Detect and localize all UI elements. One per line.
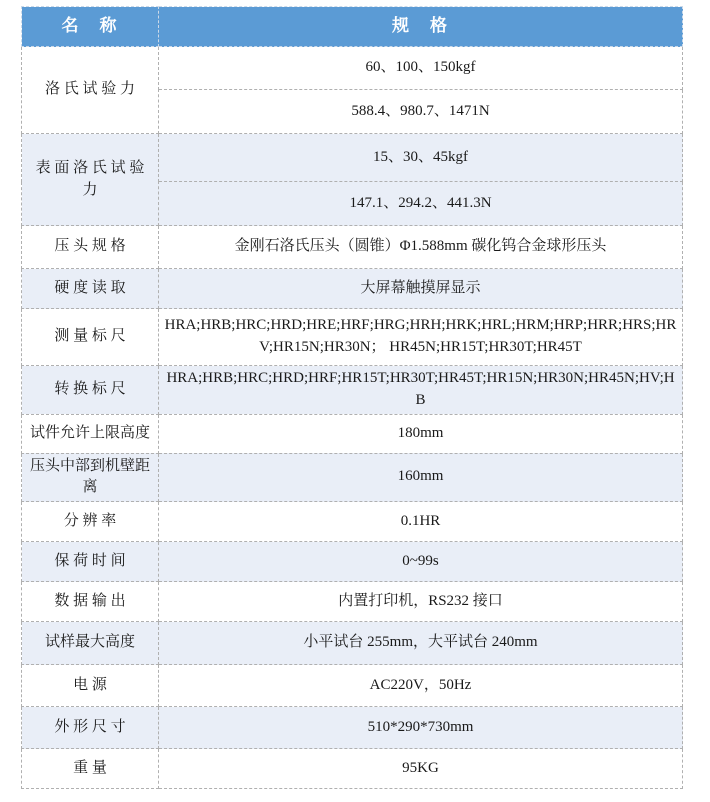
spec-value-measuring-scales: HRA;HRB;HRC;HRD;HRE;HRF;HRG;HRH;HRK;HRL;HRM;HRP;HRR;HRS;HRV;HR15N;HR30N； HR45N;HR15T;HR30T;HR45T (159, 309, 683, 366)
spec-table (21, 6, 683, 789)
spec-value-rockwell-test-force-kgf: 60、100、150kgf (159, 47, 683, 90)
spec-value-max-specimen-height-limit: 180mm (159, 414, 683, 453)
table-row (22, 134, 683, 182)
table-row (22, 453, 683, 502)
table-row (22, 542, 683, 582)
table-row (22, 707, 683, 749)
spec-value-dwell-time: 0~99s (159, 542, 683, 582)
spec-value-power-supply: AC220V，50Hz (159, 665, 683, 707)
table-header-row (22, 7, 683, 47)
spec-value-max-sample-height: 小平试台 255mm，大平试台 240mm (159, 622, 683, 665)
spec-value-dimensions: 510*290*730mm (159, 707, 683, 749)
spec-label-rockwell-test-force: 洛 氏 试 验 力 (22, 47, 159, 134)
spec-value-superficial-force-newton: 147.1、294.2、441.3N (159, 182, 683, 226)
table-row (22, 47, 683, 90)
table-row (22, 502, 683, 542)
spec-label-dwell-time: 保 荷 时 间 (22, 542, 159, 582)
table-row (22, 226, 683, 269)
table-row (22, 414, 683, 453)
spec-label-resolution: 分 辨 率 (22, 502, 159, 542)
table-row (22, 622, 683, 665)
spec-label-weight: 重 量 (22, 749, 159, 789)
spec-label-indenter-to-wall-distance: 压头中部到机壁距离 (22, 453, 159, 502)
spec-value-weight: 95KG (159, 749, 683, 789)
table-row (22, 309, 683, 366)
spec-value-indenter-spec: 金刚石洛氏压头（圆锥）Φ1.588mm 碳化钨合金球形压头 (159, 226, 683, 269)
spec-value-rockwell-test-force-newton: 588.4、980.7、1471N (159, 90, 683, 134)
spec-value-data-output: 内置打印机，RS232 接口 (159, 582, 683, 622)
spec-label-measuring-scales: 测 量 标 尺 (22, 309, 159, 366)
spec-label-indenter-spec: 压 头 规 格 (22, 226, 159, 269)
spec-value-superficial-force-kgf: 15、30、45kgf (159, 134, 683, 182)
table-row (22, 749, 683, 789)
spec-value-conversion-scales: HRA;HRB;HRC;HRD;HRF;HR15T;HR30T;HR45T;HR15N;HR30N;HR45N;HV;HB (159, 366, 683, 415)
spec-label-max-specimen-height-limit: 试件允许上限高度 (22, 414, 159, 453)
table-row (22, 665, 683, 707)
spec-label-hardness-reading: 硬 度 读 取 (22, 269, 159, 309)
header-spec-column: 规 格 (159, 7, 683, 47)
spec-label-superficial-rockwell-test-force: 表 面 洛 氏 试 验 力 (22, 134, 159, 226)
spec-value-hardness-reading: 大屏幕触摸屏显示 (159, 269, 683, 309)
spec-label-max-sample-height: 试样最大高度 (22, 622, 159, 665)
spec-value-resolution: 0.1HR (159, 502, 683, 542)
table-row (22, 582, 683, 622)
spec-label-power-supply: 电 源 (22, 665, 159, 707)
table-row (22, 366, 683, 415)
spec-label-conversion-scales: 转 换 标 尺 (22, 366, 159, 415)
spec-label-dimensions: 外 形 尺 寸 (22, 707, 159, 749)
spec-value-indenter-to-wall-distance: 160mm (159, 453, 683, 502)
table-row (22, 269, 683, 309)
header-name-column: 名 称 (22, 7, 159, 47)
spec-label-data-output: 数 据 输 出 (22, 582, 159, 622)
